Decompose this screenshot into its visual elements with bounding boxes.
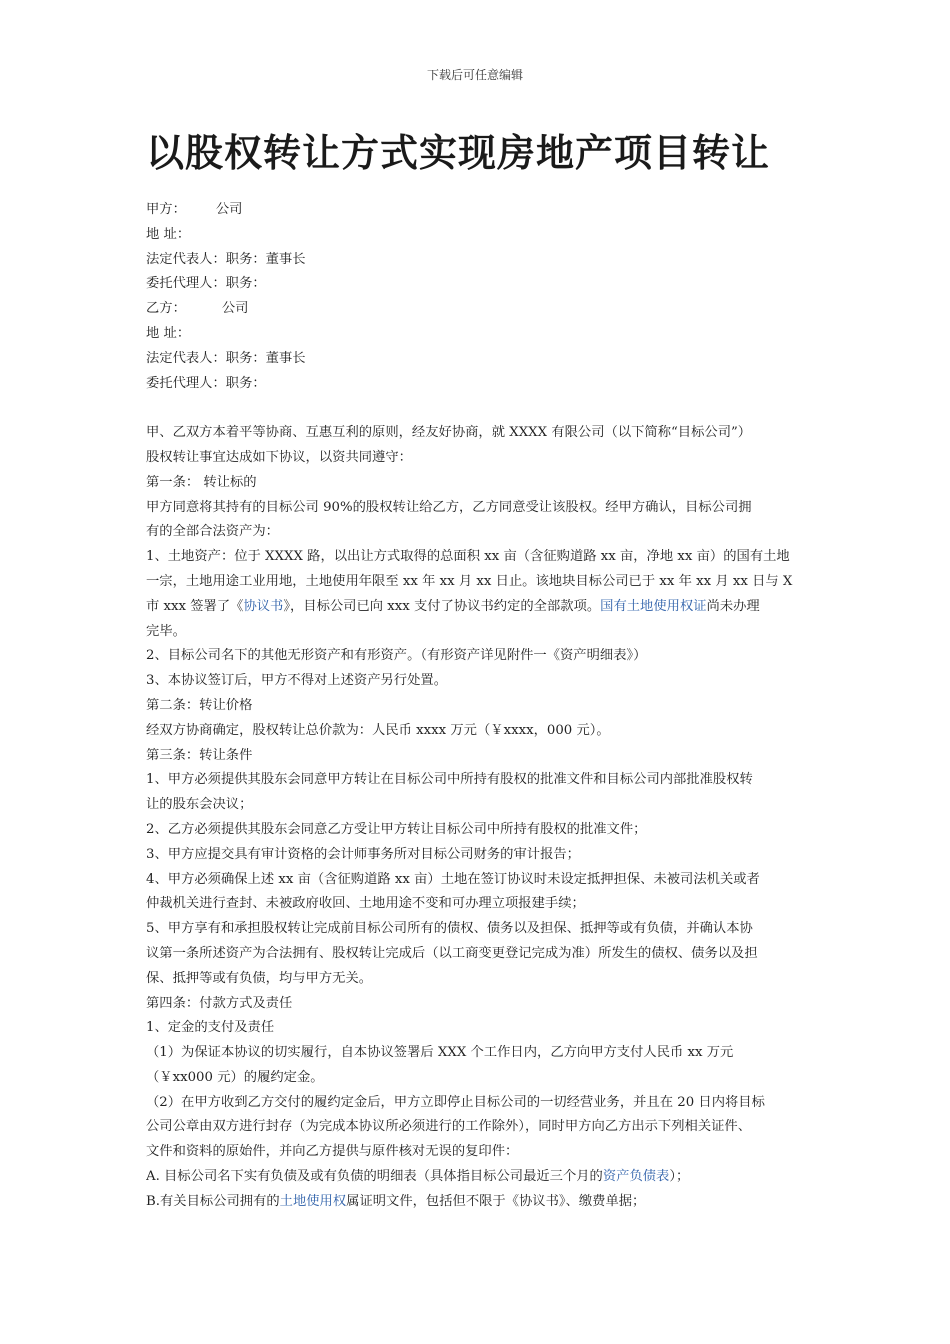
article-3-heading: 第三条：转让条件 <box>146 747 253 763</box>
text-segment: ）； <box>669 1169 690 1185</box>
party-a-legal-rep-label: 法定代表人： <box>146 251 226 267</box>
text-segment: 属证明文件，包括但不限于《协议书》、缴费单据； <box>346 1193 646 1209</box>
party-a-legal-rep-position: 职务：董事长 <box>225 251 306 267</box>
party-a-agent-line <box>146 272 816 297</box>
text-segment: B.有关目标公司拥有的 <box>146 1193 280 1209</box>
article-3-text: 保、抵押等或有负债，均与甲方无关。 <box>146 970 373 986</box>
text-segment: 尚未办理 <box>706 598 760 614</box>
text-segment: 》，目标公司已向 xxx 支付了协议书约定的全部款项。 <box>283 598 601 614</box>
party-b-agent-position: 职务： <box>225 375 266 391</box>
party-b-legal-rep-line <box>146 347 816 372</box>
party-b-legal-rep-label: 法定代表人： <box>146 350 226 366</box>
party-a-address: 地 址： <box>146 226 191 242</box>
article-1-item-1: 一宗，土地用途工业用地，土地使用年限至 xx 年 xx 月 xx 日止。该地块目标公司已于 xx 年 xx 月 xx 日与 X <box>146 573 793 589</box>
header-note: 下载后可任意编辑 <box>426 68 523 82</box>
article-1-text: 甲方同意将其持有的目标公司 90%的股权转让给乙方，乙方同意受让该股权。经甲方确认，目标公司拥 <box>146 499 752 515</box>
article-4-text: （￥xx000 元）的履约定金。 <box>146 1069 324 1085</box>
article-2-heading: 第二条：转让价格 <box>146 697 253 713</box>
party-a-company: 公司 <box>215 202 243 217</box>
article-3-text: 5、甲方享有和承担股权转让完成前目标公司所有的债权、债务以及担保、抵押等或有负债，并确认本协 <box>146 921 753 937</box>
party-b-company: 公司 <box>221 301 249 317</box>
article-1-text: 有的全部合法资产为： <box>146 524 279 540</box>
article-1-item-1: 完毕。 <box>146 623 186 639</box>
party-b-name-line <box>146 297 816 322</box>
article-4-item-b <box>146 1190 816 1215</box>
intro-line: 股权转让事宜达成如下协议，以资共同遵守： <box>146 449 412 465</box>
article-3-text: 2、乙方必须提供其股东会同意乙方受让甲方转让目标公司中所持有股权的批准文件； <box>146 821 647 837</box>
article-4-subheading: 1、定金的支付及责任 <box>146 1020 275 1036</box>
party-b-agent-line <box>146 372 816 397</box>
text-segment: A. 目标公司名下实有负债及或有负债的明细表（具体指目标公司最近三个月的 <box>146 1169 603 1185</box>
article-2-text: 经双方协商确定，股权转让总价款为：人民币 xxxx 万元（￥xxxx，000 元）。 <box>146 722 610 738</box>
article-4-text: （2）在甲方收到乙方交付的履约定金后，甲方立即停止目标公司的一切经营业务，并且在 20 日内将目标 <box>146 1094 765 1110</box>
party-a-agent-position: 职务： <box>225 276 266 292</box>
party-a-agent-label: 委托代理人： <box>146 276 226 292</box>
article-3-text: 仲裁机关进行查封、未被政府收回、土地用途不变和可办理立项报建手续； <box>146 896 585 912</box>
document-body <box>146 198 816 1215</box>
article-4-item-a <box>146 1165 816 1190</box>
article-1-item-2: 2、目标公司名下的其他无形资产和有形资产。（有形资产详见附件一《资产明细表》） <box>146 648 647 664</box>
agreement-link[interactable]: 协议书 <box>243 598 284 614</box>
party-a-name-line <box>146 198 816 223</box>
party-b-legal-rep-position: 职务：董事长 <box>225 350 306 366</box>
article-4-heading: 第四条：付款方式及责任 <box>146 995 293 1011</box>
article-4-text: （1）为保证本协议的切实履行，自本协议签署后 XXX 个工作日内，乙方向甲方支付人民币 xx 万元 <box>146 1045 734 1061</box>
land-certificate-link[interactable]: 国有土地使用权证 <box>600 598 707 614</box>
article-4-text: 公司公章由双方进行封存（为完成本协议所必须进行的工作除外），同时甲方向乙方出示下列相关证件、 <box>146 1119 752 1135</box>
article-3-text: 4、甲方必须确保上述 xx 亩（含征购道路 xx 亩）土地在签订协议时未设定抵押担保、未被司法机关或者 <box>146 871 760 887</box>
article-3-text: 3、甲方应提交具有审计资格的会计师事务所对目标公司财务的审计报告； <box>146 846 580 862</box>
party-a-legal-rep-line <box>146 248 816 273</box>
article-1-item-1: 1、土地资产：位于 XXXX 路，以出让方式取得的总面积 xx 亩（含征购道路 xx 亩，净地 xx 亩）的国有土地 <box>146 549 790 565</box>
document-title: 以股权转让方式实现房地产项目转让 <box>146 130 771 175</box>
article-3-text: 议第一条所述资产为合法拥有、股权转让完成后（以工商变更登记完成为准）所发生的债权、债务以及担 <box>146 945 758 961</box>
article-3-text: 让的股东会决议； <box>146 797 253 813</box>
article-1-item-3: 3、本协议签订后，甲方不得对上述资产另行处置。 <box>146 673 447 689</box>
article-1-heading: 第一条： 转让标的 <box>146 474 257 490</box>
text-segment: 市 xxx 签署了《 <box>146 598 244 614</box>
party-b-agent-label: 委托代理人： <box>146 375 226 391</box>
article-1-item-1 <box>146 595 816 620</box>
intro-line: 甲、乙双方本着平等协商、互惠互利的原则，经友好协商，就 XXXX 有限公司（以下简称“目标公司”） <box>146 425 752 441</box>
party-b-address: 地 址： <box>146 325 191 341</box>
article-4-text: 文件和资料的原始件，并向乙方提供与原件核对无误的复印件： <box>146 1144 519 1160</box>
land-use-right-link[interactable]: 土地使用权 <box>279 1193 347 1209</box>
balance-sheet-link[interactable]: 资产负债表 <box>602 1169 670 1185</box>
spacer <box>146 396 816 421</box>
party-b-label: 乙方： <box>146 301 186 317</box>
party-a-label: 甲方： <box>146 202 186 217</box>
article-3-text: 1、甲方必须提供其股东会同意甲方转让在目标公司中所持有股权的批准文件和目标公司内部批准股权转 <box>146 772 753 788</box>
